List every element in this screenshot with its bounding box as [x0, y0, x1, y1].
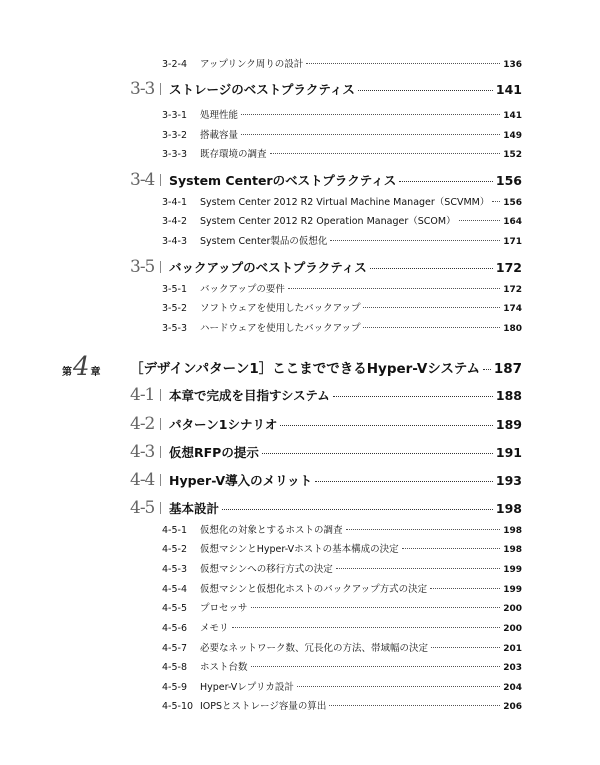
separator-bar — [160, 389, 161, 401]
entry-number: 4-5-8 — [162, 662, 187, 673]
entry-number: 4-5-6 — [162, 623, 187, 634]
page-number: 152 — [503, 150, 522, 160]
entry-title: アップリンク周りの設計 — [200, 59, 304, 70]
dot-leader — [306, 63, 500, 64]
page-number: 172 — [495, 260, 522, 275]
entry-number: 4-5 — [130, 498, 155, 518]
toc-subsection-entry[interactable] — [162, 659, 522, 673]
entry-title: Hyper-Vレプリカ設計 — [200, 682, 294, 693]
entry-number: 4-5-4 — [162, 584, 187, 595]
toc-section-entry[interactable] — [130, 170, 522, 190]
entry-title: 仮想マシンとHyper-Vホストの基本構成の決定 — [200, 544, 399, 555]
entry-title: 搭載容量 — [200, 130, 239, 141]
entry-title: 仮想マシンと仮想化ホストのバックアップ方式の決定 — [200, 584, 428, 595]
entry-title: System Centerのベストプラクティス — [169, 173, 397, 188]
separator-bar — [160, 174, 161, 186]
entry-title: 必要なネットワーク数、冗長化の方法、帯域幅の決定 — [200, 643, 429, 654]
separator-bar — [160, 261, 161, 273]
page-number: 172 — [503, 285, 522, 295]
page-number: 191 — [495, 445, 522, 460]
entry-title: プロセッサ — [200, 603, 248, 614]
toc-section-entry[interactable] — [130, 498, 522, 518]
entry-title: パターン1シナリオ — [169, 417, 278, 432]
entry-number: 3-5-2 — [162, 303, 187, 314]
entry-number: 3-3-2 — [162, 130, 187, 141]
toc-subsection-entry[interactable] — [162, 600, 522, 614]
page-number: 203 — [503, 663, 522, 673]
entry-title: ハードウェアを使用したバックアップ — [200, 323, 361, 334]
entry-number: 4-5-9 — [162, 682, 187, 693]
separator-bar — [160, 446, 161, 458]
toc-subsection-entry[interactable] — [162, 194, 522, 208]
entry-title: 処理性能 — [200, 110, 239, 121]
entry-number: 4-5-1 — [162, 525, 187, 536]
toc-subsection-entry[interactable] — [162, 213, 522, 227]
entry-title: バックアップの要件 — [200, 284, 285, 295]
dot-leader — [280, 425, 493, 426]
entry-title: ソフトウェアを使用したバックアップ — [200, 303, 361, 314]
dot-leader — [399, 181, 493, 182]
dot-leader — [333, 396, 493, 397]
page-number: 204 — [503, 683, 522, 693]
dot-leader — [288, 288, 500, 289]
separator-bar — [160, 474, 161, 486]
toc-section-entry[interactable] — [130, 257, 522, 277]
entry-title: 仮想マシンへの移行方式の決定 — [200, 564, 333, 575]
entry-number: 3-4-1 — [162, 197, 187, 208]
toc-subsection-entry[interactable] — [162, 281, 522, 295]
page-number: 189 — [495, 417, 522, 432]
dot-leader — [270, 153, 501, 154]
page-number: 199 — [503, 585, 522, 595]
chapter-digit: 4 — [73, 352, 90, 382]
toc-subsection-entry[interactable] — [162, 581, 522, 595]
toc-subsection-entry[interactable] — [162, 56, 522, 70]
entry-title: System Center 2012 R2 Operation Manager（SCOM） — [200, 216, 456, 227]
toc-section-entry[interactable] — [130, 385, 522, 405]
toc-subsection-entry[interactable] — [162, 561, 522, 575]
toc-subsection-entry[interactable] — [162, 300, 522, 314]
toc-subsection-entry[interactable] — [162, 107, 522, 121]
entry-title: System Center製品の仮想化 — [200, 236, 328, 247]
page-number: 136 — [503, 60, 522, 70]
dot-leader — [329, 705, 500, 706]
dot-leader — [251, 607, 501, 608]
dot-leader — [483, 369, 491, 370]
entry-number: 4-5-5 — [162, 603, 187, 614]
page-number: 198 — [495, 501, 522, 516]
dot-leader — [251, 666, 501, 667]
toc-section-entry[interactable] — [130, 470, 522, 490]
toc-subsection-entry[interactable] — [162, 640, 522, 654]
dot-leader — [370, 268, 493, 269]
dot-leader — [232, 627, 501, 628]
page-number: 198 — [503, 545, 522, 555]
entry-title: ホスト台数 — [200, 662, 248, 673]
page-number: 180 — [503, 324, 522, 334]
entry-number: 3-4-3 — [162, 236, 187, 247]
toc-section-entry[interactable] — [130, 442, 522, 462]
entry-number: 3-4-2 — [162, 216, 187, 227]
dot-leader — [336, 568, 500, 569]
toc-subsection-entry[interactable] — [162, 522, 522, 536]
entry-number: 3-5 — [130, 257, 155, 277]
entry-title: Hyper-V導入のメリット — [169, 473, 313, 488]
dot-leader — [241, 134, 500, 135]
page-number: 206 — [503, 702, 522, 712]
page-number: 199 — [503, 565, 522, 575]
toc-subsection-entry[interactable] — [162, 320, 522, 334]
chapter-prefix: 第 — [62, 367, 72, 378]
separator-bar — [160, 418, 161, 430]
dot-leader — [363, 307, 500, 308]
dot-leader — [297, 686, 500, 687]
page-number: 141 — [495, 82, 522, 97]
chapter-suffix: 章 — [90, 367, 101, 378]
separator-bar — [160, 502, 161, 514]
entry-number: 3-4 — [130, 170, 155, 190]
page-number: 156 — [495, 173, 522, 188]
entry-number: 4-5-10 — [162, 701, 194, 712]
entry-number: 3-5-1 — [162, 284, 187, 295]
entry-title: 本章で完成を目指すシステム — [169, 388, 330, 403]
toc-subsection-entry[interactable] — [162, 698, 522, 712]
dot-leader — [492, 201, 500, 202]
chapter-title-entry[interactable] — [130, 357, 522, 377]
toc-section-entry[interactable] — [130, 414, 522, 434]
chapter-title: ［デザインパターン1］ここまでできるHyper-Vシステム — [130, 361, 481, 377]
chapter-number — [62, 352, 101, 382]
page-number: 198 — [503, 526, 522, 536]
page-number: 193 — [495, 473, 522, 488]
toc-subsection-entry[interactable] — [162, 127, 522, 141]
page-number: 174 — [503, 304, 522, 314]
entry-number: 3-3 — [130, 79, 155, 99]
dot-leader — [363, 327, 500, 328]
entry-title: 基本設計 — [169, 501, 220, 516]
entry-number: 4-3 — [130, 442, 155, 462]
dot-leader — [262, 453, 493, 454]
dot-leader — [430, 588, 500, 589]
toc-subsection-entry[interactable] — [162, 679, 522, 693]
dot-leader — [222, 509, 493, 510]
dot-leader — [358, 90, 493, 91]
page-number: 171 — [503, 237, 522, 247]
entry-number: 4-2 — [130, 414, 155, 434]
entry-number: 4-1 — [130, 385, 155, 405]
page-number: 200 — [503, 604, 522, 614]
dot-leader — [346, 529, 501, 530]
entry-number: 4-4 — [130, 470, 155, 490]
entry-title: 仮想RFPの提示 — [169, 445, 259, 460]
entry-title: ストレージのベストプラクティス — [169, 82, 355, 97]
entry-title: IOPSとストレージ容量の算出 — [200, 701, 327, 712]
entry-number: 3-3-1 — [162, 110, 187, 121]
dot-leader — [330, 240, 500, 241]
dot-leader — [431, 647, 500, 648]
toc-subsection-entry[interactable] — [162, 233, 522, 247]
toc-subsection-entry[interactable] — [162, 146, 522, 160]
toc-subsection-entry[interactable] — [162, 541, 522, 555]
dot-leader — [315, 481, 493, 482]
entry-number: 4-5-2 — [162, 544, 187, 555]
page-number: 188 — [495, 388, 522, 403]
entry-title: System Center 2012 R2 Virtual Machine Manager（SCVMM） — [200, 197, 490, 208]
entry-title: 仮想化の対象とするホストの調査 — [200, 525, 343, 536]
page-number: 200 — [503, 624, 522, 634]
page-number: 141 — [503, 111, 522, 121]
entry-number: 3-3-3 — [162, 149, 187, 160]
dot-leader — [241, 114, 500, 115]
page-number: 156 — [503, 198, 522, 208]
page-number: 149 — [503, 131, 522, 141]
entry-number: 3-5-3 — [162, 323, 187, 334]
toc-subsection-entry[interactable] — [162, 620, 522, 634]
entry-title: バックアップのベストプラクティス — [169, 260, 367, 275]
entry-number: 3-2-4 — [162, 59, 187, 70]
page-number: 201 — [503, 644, 522, 654]
dot-leader — [459, 220, 501, 221]
entry-number: 4-5-3 — [162, 564, 187, 575]
page-number: 187 — [493, 361, 522, 377]
entry-title: メモリ — [200, 623, 229, 634]
entry-number: 4-5-7 — [162, 643, 187, 654]
page-number: 164 — [503, 217, 522, 227]
entry-title: 既存環境の調査 — [200, 149, 267, 160]
dot-leader — [402, 548, 501, 549]
separator-bar — [160, 83, 161, 95]
toc-section-entry[interactable] — [130, 79, 522, 99]
